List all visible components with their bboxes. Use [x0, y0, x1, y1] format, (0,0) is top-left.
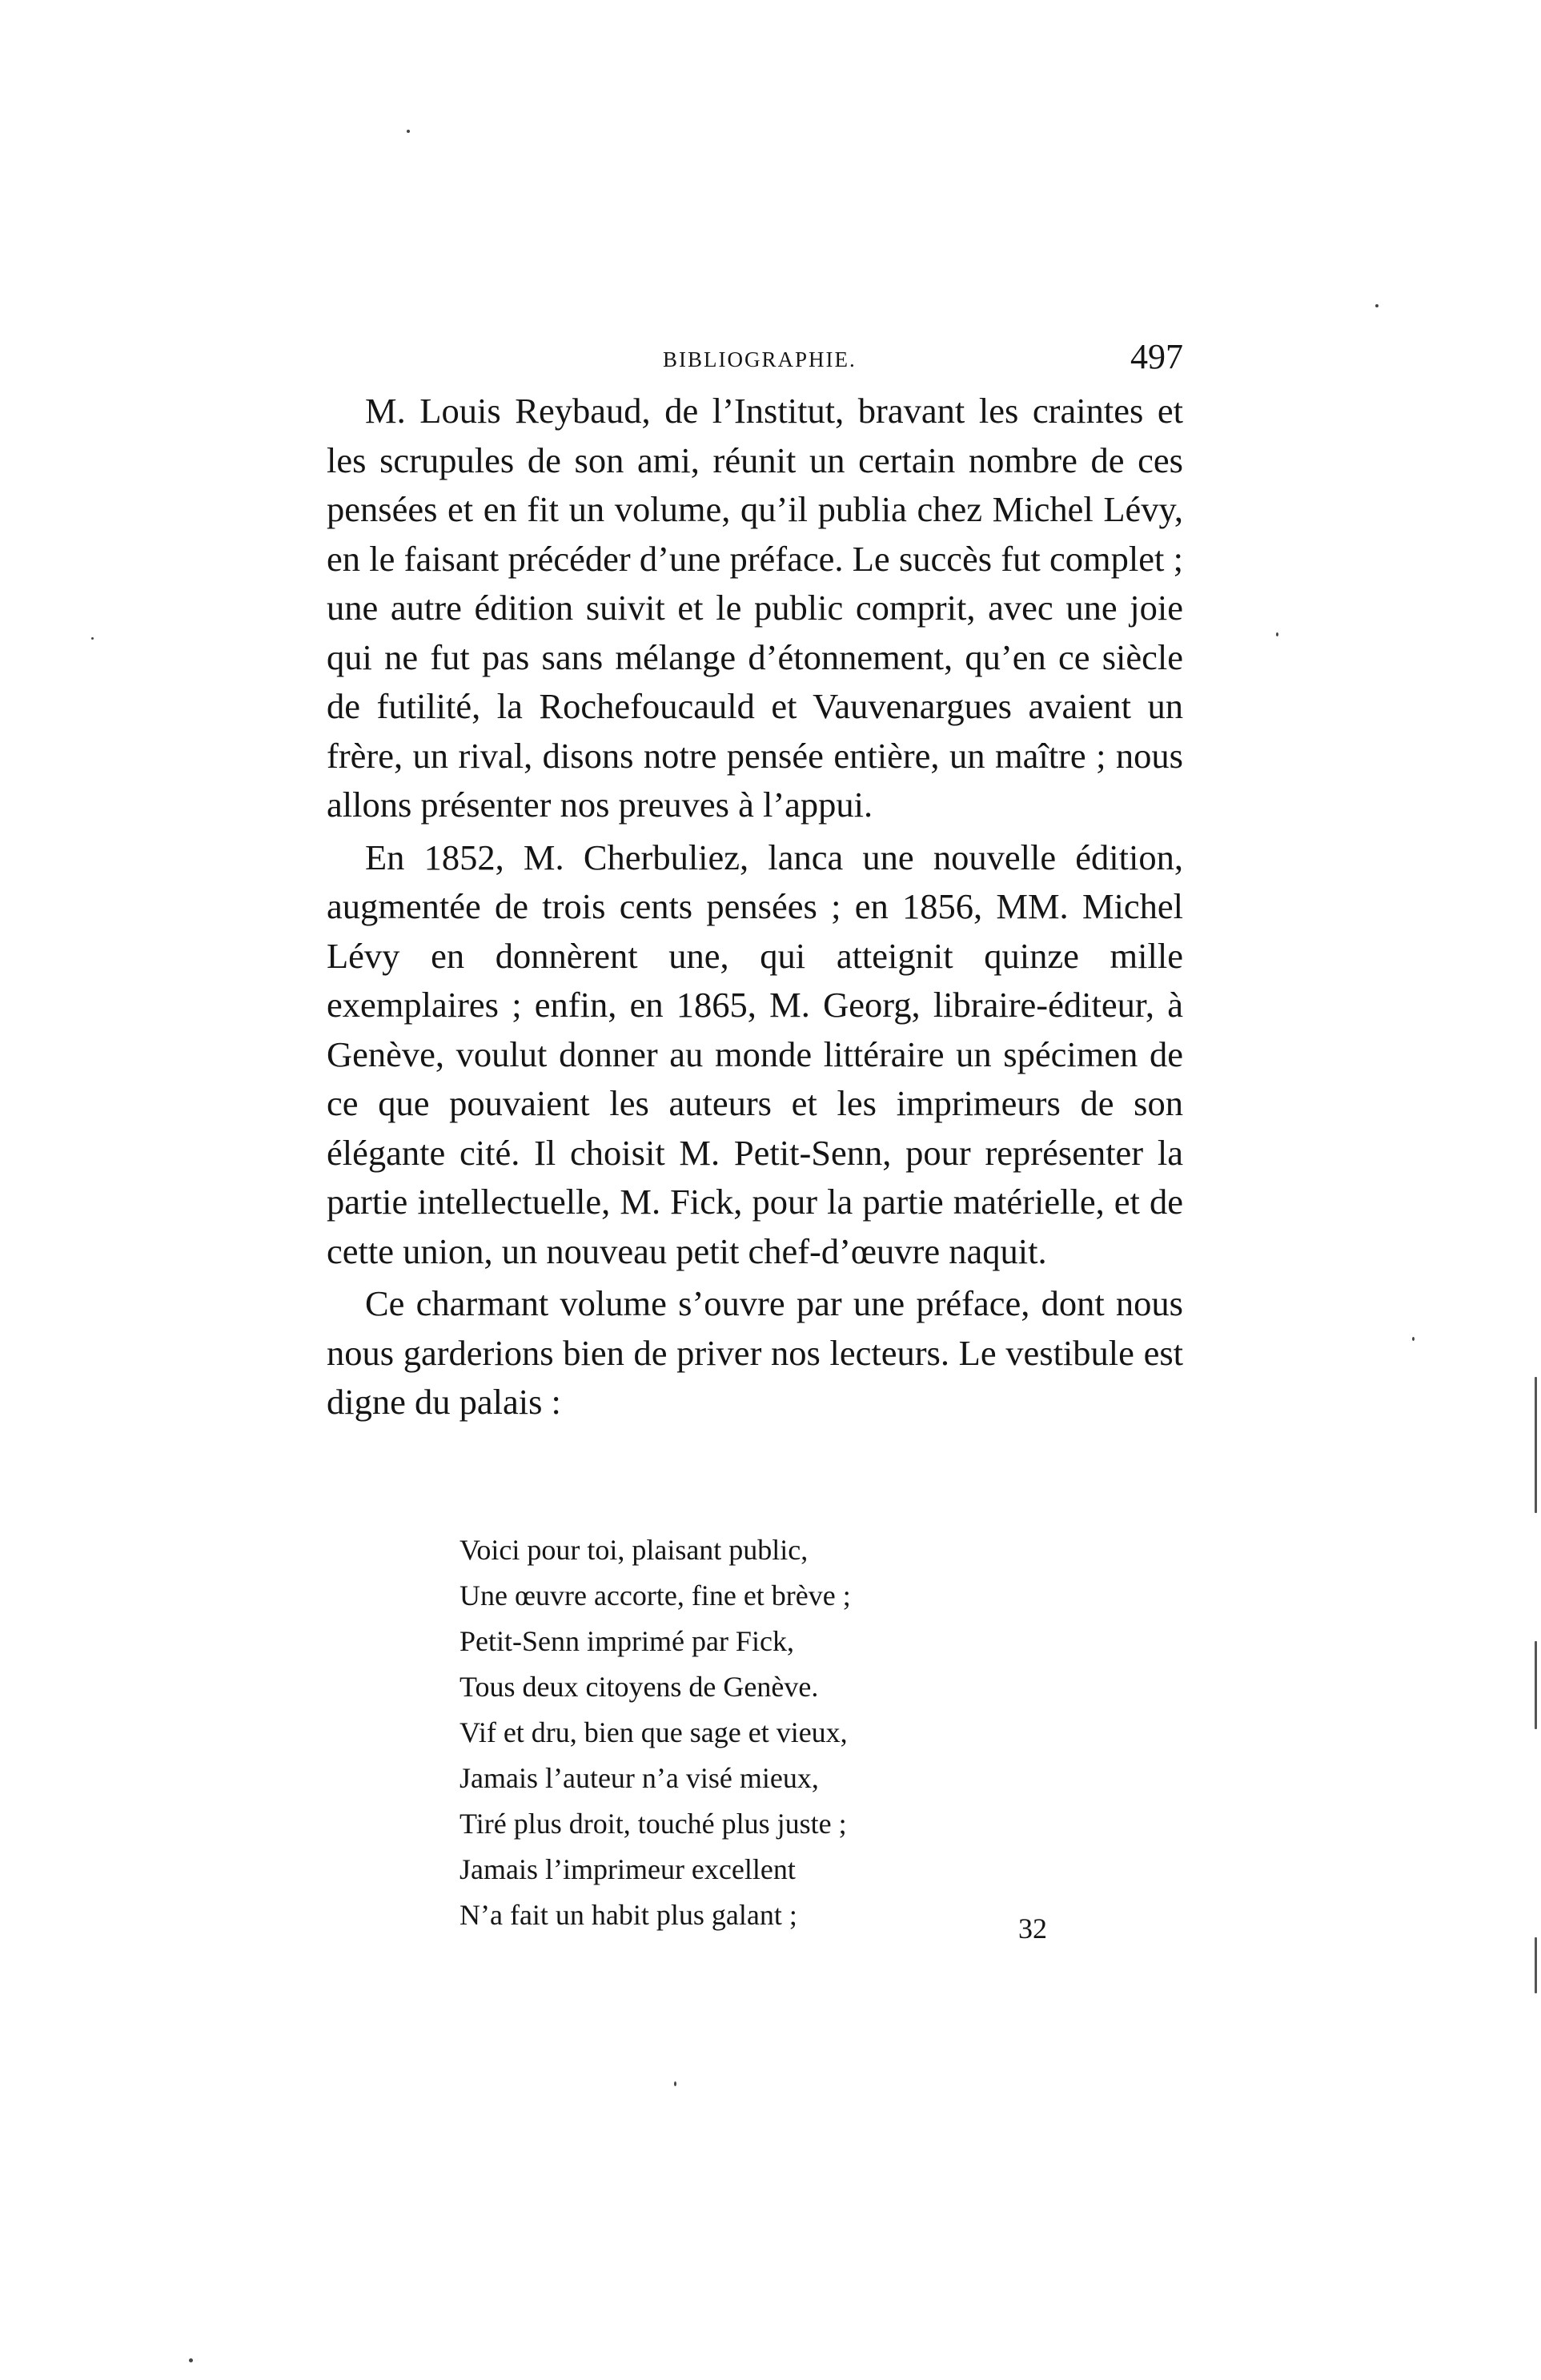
- scan-speck: [1412, 1337, 1415, 1341]
- paragraph-1: M. Louis Reybaud, de l’Institut, bravant les craintes et les scrupules de son ami, réunit un certain nombre de ces pensées et en fit un volume, qu’il publia chez Michel Lévy, en le faisant précéder d’une préface. Le succès fut complet ; une autre édition suivit et le public comprit, avec une joie qui ne fut pas sans mélange d’étonnement, qu’en ce siècle de futilité, la Rochefoucauld et Vauvenargues avaient un frère, un rival, disons notre pensée entière, un maître ; nous allons présenter nos preuves à l’appui.: [327, 391, 1183, 825]
- verse-line-4: Tous deux citoyens de Genève.: [459, 1671, 819, 1703]
- scan-speck: [1375, 304, 1378, 307]
- scan-speck: [1535, 1937, 1537, 1993]
- running-head: BIBLIOGRAPHIE.: [663, 347, 857, 371]
- scan-speck: [407, 130, 410, 133]
- signature-mark: 32: [1018, 1912, 1047, 1945]
- verse-line-5: Vif et dru, bien que sage et vieux,: [459, 1716, 848, 1748]
- scan-speck: [91, 637, 94, 640]
- scan-speck: [189, 2358, 193, 2362]
- paragraph-3: Ce charmant volume s’ouvre par une préface, dont nous nous garderions bien de priver nos lecteurs. Le vestibule est digne du palais :: [327, 1283, 1183, 1422]
- verse-line-3: Petit-Senn imprimé par Fick,: [459, 1625, 794, 1657]
- scan-speck: [1276, 632, 1278, 636]
- verse-line-2: Une œuvre accorte, fine et brève ;: [459, 1579, 851, 1611]
- verse-line-6: Jamais l’auteur n’a visé mieux,: [459, 1762, 819, 1794]
- verse-line-8: Jamais l’imprimeur excellent: [459, 1853, 796, 1885]
- body-text: [327, 387, 1183, 1427]
- scan-speck: [1535, 1641, 1537, 1729]
- verse-line-1: Voici pour toi, plaisant public,: [459, 1534, 809, 1566]
- paragraph-2: En 1852, M. Cherbuliez, lanca une nouvelle édition, augmentée de trois cents pensées ; en 1856, MM. Michel Lévy en donnèrent une, qui atteignit quinze mille exemplaires ; enfin, en 1865, M. Georg, libraire-éditeur, à Genève, voulut donner au monde littéraire un spécimen de ce que pouvaient les auteurs et les imprimeurs de son élégante cité. Il choisit M. Petit-Senn, pour représenter la partie intellectuelle, M. Fick, pour la partie matérielle, et de cette union, un nouveau petit chef-d’œuvre naquit.: [327, 837, 1183, 1271]
- page-header: [327, 336, 1183, 384]
- page-number: 497: [1130, 337, 1183, 376]
- verse-quotation: [459, 1527, 1020, 1938]
- scan-speck: [1535, 1377, 1537, 1513]
- scan-speck: [674, 2081, 676, 2086]
- verse-line-7: Tiré plus droit, touché plus juste ;: [459, 1808, 847, 1840]
- verse-line-9: N’a fait un habit plus galant ;: [459, 1899, 797, 1931]
